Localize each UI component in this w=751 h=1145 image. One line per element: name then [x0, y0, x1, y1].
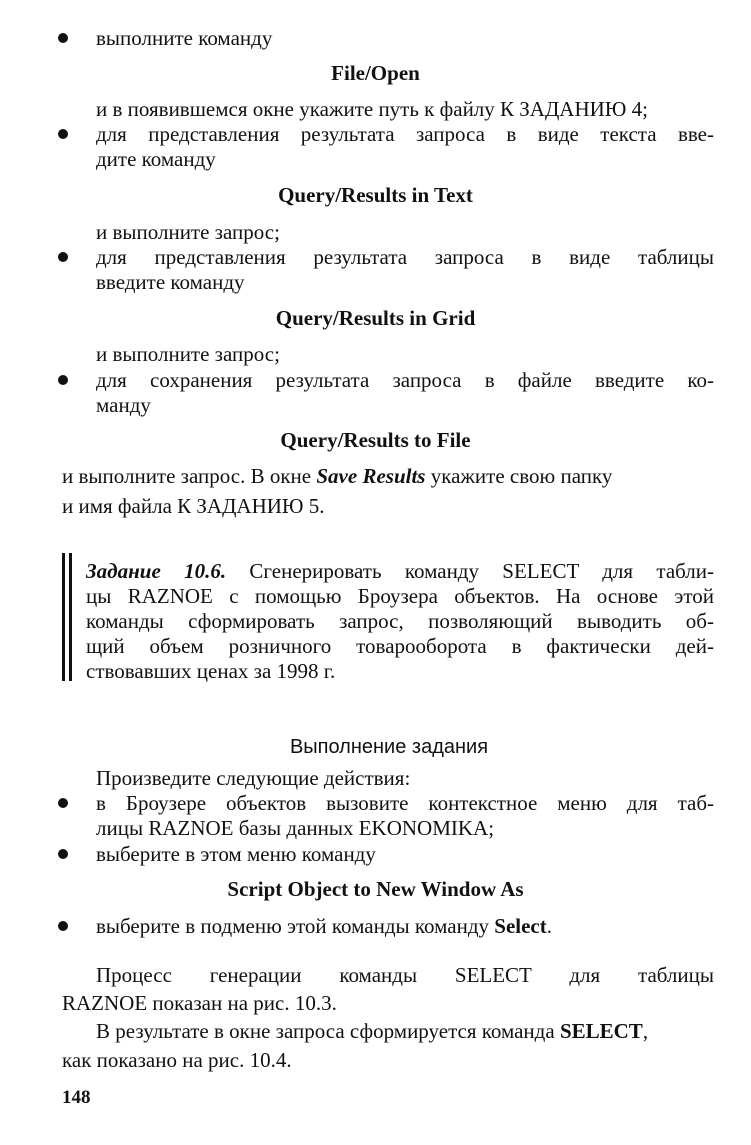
task-line: команды сформировать запрос, позволяющий выводить об- — [86, 609, 714, 633]
body-text: и в появившемся окне укажите путь к файлу К ЗАДАНИЮ 4; — [96, 97, 648, 121]
bullet-marker — [58, 798, 68, 808]
bullet-text: выберите в подменю этой команды команду — [96, 914, 495, 938]
body-text: и выполните запрос; — [96, 342, 280, 366]
page-number: 148 — [62, 1087, 91, 1108]
bullet-text: . — [546, 914, 553, 938]
bullet-line — [96, 914, 552, 938]
paragraph-line — [62, 464, 612, 488]
command-select: SELECT — [559, 1019, 643, 1043]
paragraph-line: Процесс генерации команды SELECT для таблицы — [96, 963, 714, 987]
paragraph-line — [96, 1019, 648, 1043]
bullet-text: манду — [96, 393, 151, 417]
bullet-marker — [58, 921, 68, 931]
dialog-name-save-results: Save Results — [316, 464, 426, 488]
task-line: цы RAZNOE с помощью Броузера объектов. На основе этой — [86, 584, 714, 608]
paragraph-text: В результате в окне запроса сформируется команда — [96, 1019, 560, 1043]
menu-command-select: Select — [494, 914, 547, 938]
bullet-text: для представления результата запроса в виде текста вве- — [96, 122, 714, 146]
bullet-text: для сохранения результата запроса в файле введите ко- — [96, 368, 714, 392]
bullet-text: дите команду — [96, 147, 216, 171]
paragraph-text: , — [642, 1019, 649, 1043]
bullet-text: выполните команду — [96, 26, 273, 50]
task-margin-bar — [62, 553, 65, 681]
menu-command-results-in-text: Query/Results in Text — [278, 183, 473, 207]
paragraph-text: укажите свою папку — [425, 464, 613, 488]
bullet-text: лицы RAZNOE базы данных EKONOMIKA; — [96, 816, 495, 840]
task-text: Сгенерировать команду SELECT для табли- — [226, 559, 715, 583]
task-line: ствовавших ценах за 1998 г. — [86, 659, 336, 683]
menu-command-results-in-grid: Query/Results in Grid — [275, 306, 476, 330]
paragraph-line: и имя файла К ЗАДАНИЮ 5. — [62, 494, 325, 518]
body-text: и выполните запрос; — [96, 220, 280, 244]
task-line: щий объем розничного товарооборота в фактически дей- — [86, 634, 714, 658]
bullet-text: в Броузере объектов вызовите контекстное меню для таб- — [96, 791, 714, 815]
task-line — [86, 559, 714, 583]
task-label: Задание 10.6. — [86, 559, 227, 583]
task-margin-bar — [69, 553, 72, 681]
menu-command-file-open: File/Open — [331, 61, 420, 85]
bullet-marker — [58, 849, 68, 859]
bullet-marker — [58, 33, 68, 43]
paragraph-line: как показано на рис. 10.4. — [62, 1048, 292, 1072]
paragraph-line: RAZNOE показан на рис. 10.3. — [62, 991, 337, 1015]
bullet-text: для представления результата запроса в виде таблицы — [96, 245, 714, 269]
menu-command-results-to-file: Query/Results to File — [280, 428, 471, 452]
menu-command-script-object: Script Object to New Window As — [227, 877, 524, 901]
bullet-marker — [58, 129, 68, 139]
body-text: Произведите следующие действия: — [96, 766, 411, 790]
bullet-marker — [58, 252, 68, 262]
bullet-text: выберите в этом меню команду — [96, 842, 376, 866]
bullet-marker — [58, 375, 68, 385]
paragraph-text: и выполните запрос. В окне — [62, 464, 317, 488]
section-heading: Выполнение задания — [289, 736, 489, 758]
bullet-text: введите команду — [96, 270, 245, 294]
